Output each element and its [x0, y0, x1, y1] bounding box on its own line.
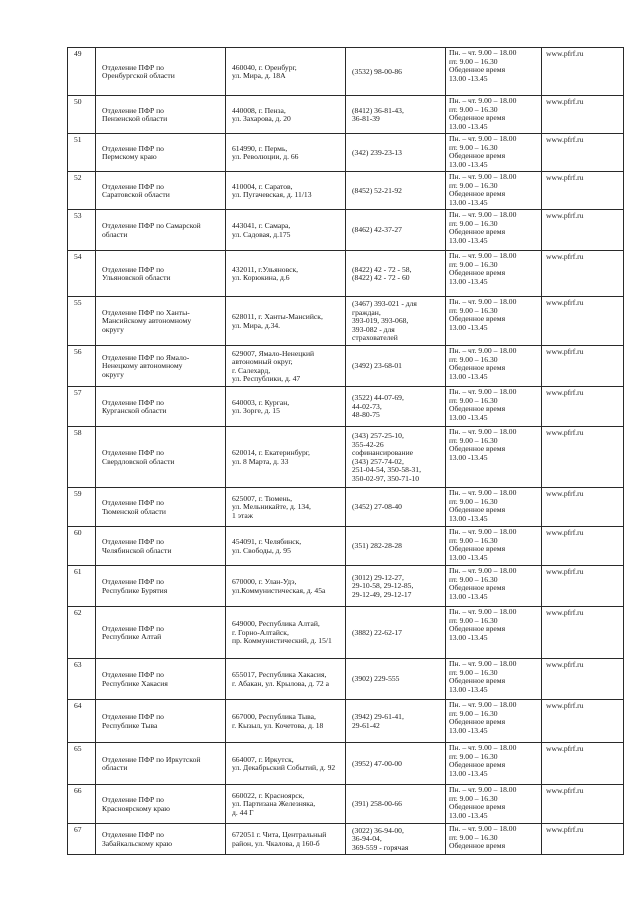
office-address: 640003, г. Курган, ул. Зорге, д. 15 [226, 387, 346, 427]
row-number: 64 [68, 700, 96, 743]
table-row [68, 48, 624, 96]
office-address: 672051 г. Чита, Центральный район, ул. Чкалова, д 160-б [226, 824, 346, 855]
row-number: 66 [68, 785, 96, 824]
office-phone: (3452) 27-08-40 [346, 488, 446, 527]
office-website-link[interactable]: www.pfrf.ru [542, 527, 624, 566]
office-address: 460040, г. Оренбург, ул. Мира, д. 18А [226, 48, 346, 96]
office-hours: Пн. – чт. 9.00 – 18.00 пт. 9.00 – 16.30 Обеденное время 13.00 -13.45 [446, 743, 542, 785]
office-hours: Пн. – чт. 9.00 – 18.00 пт. 9.00 – 16.30 Обеденное время 13.00 -13.45 [446, 527, 542, 566]
table-row [68, 607, 624, 659]
office-address: 440008, г. Пенза, ул. Захарова, д. 20 [226, 96, 346, 134]
office-phone: (3012) 29-12-27, 29-10-58, 29-12-85, 29-12-49, 29-12-17 [346, 566, 446, 607]
office-phone: (3902) 229-555 [346, 659, 446, 700]
office-hours: Пн. – чт. 9.00 – 18.00 пт. 9.00 – 16.30 Обеденное время 13.00 -13.45 [446, 96, 542, 134]
office-website-link[interactable]: www.pfrf.ru [542, 824, 624, 855]
office-phone: (351) 282-28-28 [346, 527, 446, 566]
table-row [68, 700, 624, 743]
office-name: Отделение ПФР по Тюменской области [96, 488, 226, 527]
office-address: 625007, г. Тюмень, ул. Мельникайте, д. 134, 1 этаж [226, 488, 346, 527]
office-website-link[interactable]: www.pfrf.ru [542, 297, 624, 346]
office-name: Отделение ПФР по Ханты- Мансийскому автономному округу [96, 297, 226, 346]
office-website-link[interactable]: www.pfrf.ru [542, 566, 624, 607]
table-row [68, 785, 624, 824]
office-phone: (3952) 47-00-00 [346, 743, 446, 785]
row-number: 55 [68, 297, 96, 346]
office-phone: (3942) 29-61-41, 29-61-42 [346, 700, 446, 743]
office-name: Отделение ПФР по Саратовской области [96, 172, 226, 210]
office-website-link[interactable]: www.pfrf.ru [542, 134, 624, 172]
office-website-link[interactable]: www.pfrf.ru [542, 785, 624, 824]
office-hours: Пн. – чт. 9.00 – 18.00 пт. 9.00 – 16.30 Обеденное время 13.00 -13.45 [446, 134, 542, 172]
office-name: Отделение ПФР по Челябинской области [96, 527, 226, 566]
office-phone: (3522) 44-07-69, 44-02-73, 48-80-75 [346, 387, 446, 427]
office-phone: (3022) 36-94-00, 36-94-04, 369-559 - горячая [346, 824, 446, 855]
office-website-link[interactable]: www.pfrf.ru [542, 659, 624, 700]
office-name: Отделение ПФР по Республике Алтай [96, 607, 226, 659]
table-row [68, 96, 624, 134]
pfr-offices-table [67, 47, 624, 855]
row-number: 56 [68, 346, 96, 387]
table-row [68, 387, 624, 427]
office-name: Отделение ПФР по Ямало- Ненецкому автономному округу [96, 346, 226, 387]
office-hours: Пн. – чт. 9.00 – 18.00 пт. 9.00 – 16.30 Обеденное время 13.00 -13.45 [446, 700, 542, 743]
office-hours: Пн. – чт. 9.00 – 18.00 пт. 9.00 – 16.30 Обеденное время 13.00 -13.45 [446, 659, 542, 700]
row-number: 67 [68, 824, 96, 855]
office-directory-page [67, 47, 623, 855]
office-website-link[interactable]: www.pfrf.ru [542, 96, 624, 134]
office-phone: (8422) 42 - 72 - 58, (8422) 42 - 72 - 60 [346, 251, 446, 297]
office-address: 628011, г. Ханты-Мансийск, ул. Мира, д.34. [226, 297, 346, 346]
office-name: Отделение ПФР по Курганской области [96, 387, 226, 427]
office-hours: Пн. – чт. 9.00 – 18.00 пт. 9.00 – 16.30 Обеденное время 13.00 -13.45 [446, 387, 542, 427]
row-number: 51 [68, 134, 96, 172]
office-website-link[interactable]: www.pfrf.ru [542, 210, 624, 251]
table-row [68, 427, 624, 488]
office-address: 649000, Республика Алтай, г. Горно-Алтайск, пр. Коммунистический, д. 15/1 [226, 607, 346, 659]
office-phone: (343) 257-25-10, 355-42-26 софинансирование (343) 257-74-02, 251-04-54, 350-58-31, 350-02-97, 350-71-10 [346, 427, 446, 488]
office-phone: (8412) 36-81-43, 36-81-39 [346, 96, 446, 134]
office-name: Отделение ПФР по Пензенской области [96, 96, 226, 134]
table-row [68, 134, 624, 172]
office-hours: Пн. – чт. 9.00 – 18.00 пт. 9.00 – 16.30 Обеденное время 13.00 -13.45 [446, 427, 542, 488]
table-row [68, 824, 624, 855]
row-number: 65 [68, 743, 96, 785]
office-phone: (342) 239-23-13 [346, 134, 446, 172]
office-name: Отделение ПФР по Республике Тыва [96, 700, 226, 743]
table-row [68, 527, 624, 566]
office-hours: Пн. – чт. 9.00 – 18.00 пт. 9.00 – 16.30 Обеденное время 13.00 -13.45 [446, 210, 542, 251]
office-address: 443041, г. Самара, ул. Садовая, д.175 [226, 210, 346, 251]
office-address: 664007, г. Иркутск, ул. Декабрьский Событий, д. 92 [226, 743, 346, 785]
office-name: Отделение ПФР по Красноярскому краю [96, 785, 226, 824]
office-phone: (391) 258-00-66 [346, 785, 446, 824]
office-website-link[interactable]: www.pfrf.ru [542, 172, 624, 210]
office-name: Отделение ПФР по Ульяновской области [96, 251, 226, 297]
office-address: 432011, г.Ульяновск, ул. Корюкина, д.6 [226, 251, 346, 297]
office-name: Отделение ПФР по Пермскому краю [96, 134, 226, 172]
office-website-link[interactable]: www.pfrf.ru [542, 251, 624, 297]
office-name: Отделение ПФР по Оренбургской области [96, 48, 226, 96]
row-number: 61 [68, 566, 96, 607]
office-hours: Пн. – чт. 9.00 – 18.00 пт. 9.00 – 16.30 Обеденное время 13.00 -13.45 [446, 488, 542, 527]
office-address: 410004, г. Саратов, ул. Пугачевская, д. 11/13 [226, 172, 346, 210]
table-row [68, 251, 624, 297]
office-address: 655017, Республика Хакасия, г. Абакан, ул. Крылова, д. 72 а [226, 659, 346, 700]
row-number: 62 [68, 607, 96, 659]
office-hours: Пн. – чт. 9.00 – 18.00 пт. 9.00 – 16.30 Обеденное время 13.00 -13.45 [446, 297, 542, 346]
office-phone: (8452) 52-21-92 [346, 172, 446, 210]
office-website-link[interactable]: www.pfrf.ru [542, 700, 624, 743]
table-row [68, 172, 624, 210]
table-row [68, 659, 624, 700]
office-address: 620014, г. Екатеринбург, ул. 8 Марта, д. 33 [226, 427, 346, 488]
office-website-link[interactable]: www.pfrf.ru [542, 48, 624, 96]
office-hours: Пн. – чт. 9.00 – 18.00 пт. 9.00 – 16.30 Обеденное время 13.00 -13.45 [446, 346, 542, 387]
office-hours: Пн. – чт. 9.00 – 18.00 пт. 9.00 – 16.30 Обеденное время 13.00 -13.45 [446, 251, 542, 297]
office-hours: Пн. – чт. 9.00 – 18.00 пт. 9.00 – 16.30 Обеденное время 13.00 -13.45 [446, 48, 542, 96]
row-number: 59 [68, 488, 96, 527]
table-row [68, 566, 624, 607]
table-row [68, 346, 624, 387]
row-number: 60 [68, 527, 96, 566]
office-name: Отделение ПФР по Свердловской области [96, 427, 226, 488]
office-address: 629007, Ямало-Ненецкий автономный округ, г. Салехард, ул. Республики, д. 47 [226, 346, 346, 387]
office-website-link[interactable]: www.pfrf.ru [542, 346, 624, 387]
office-phone: (3492) 23-68-01 [346, 346, 446, 387]
office-name: Отделение ПФР по Самарской области [96, 210, 226, 251]
office-address: 454091, г. Челябинск, ул. Свободы, д. 95 [226, 527, 346, 566]
office-address: 667000, Республика Тыва, г. Кызыл, ул. Кочетова, д. 18 [226, 700, 346, 743]
office-phone: (3467) 393-021 - для граждан, 393-019, 393-068, 393-082 - для страхователей [346, 297, 446, 346]
office-hours: Пн. – чт. 9.00 – 18.00 пт. 9.00 – 16.30 Обеденное время 13.00 -13.45 [446, 172, 542, 210]
office-website-link[interactable]: www.pfrf.ru [542, 743, 624, 785]
row-number: 50 [68, 96, 96, 134]
row-number: 52 [68, 172, 96, 210]
office-website-link[interactable]: www.pfrf.ru [542, 427, 624, 488]
office-name: Отделение ПФР по Иркутской области [96, 743, 226, 785]
office-hours: Пн. – чт. 9.00 – 18.00 пт. 9.00 – 16.30 Обеденное время [446, 824, 542, 855]
office-name: Отделение ПФР по Республике Бурятия [96, 566, 226, 607]
office-name: Отделение ПФР по Забайкальскому краю [96, 824, 226, 855]
office-hours: Пн. – чт. 9.00 – 18.00 пт. 9.00 – 16.30 Обеденное время 13.00 -13.45 [446, 785, 542, 824]
office-website-link[interactable]: www.pfrf.ru [542, 488, 624, 527]
office-phone: (3882) 22-62-17 [346, 607, 446, 659]
row-number: 63 [68, 659, 96, 700]
table-row [68, 297, 624, 346]
office-name: Отделение ПФР по Республике Хакасия [96, 659, 226, 700]
office-website-link[interactable]: www.pfrf.ru [542, 387, 624, 427]
office-phone: (8462) 42-37-27 [346, 210, 446, 251]
row-number: 54 [68, 251, 96, 297]
office-phone: (3532) 98-00-86 [346, 48, 446, 96]
table-row [68, 488, 624, 527]
office-hours: Пн. – чт. 9.00 – 18.00 пт. 9.00 – 16.30 Обеденное время 13.00 -13.45 [446, 607, 542, 659]
office-address: 614990, г. Пермь, ул. Революции, д. 66 [226, 134, 346, 172]
office-website-link[interactable]: www.pfrf.ru [542, 607, 624, 659]
table-row [68, 210, 624, 251]
row-number: 53 [68, 210, 96, 251]
office-address: 660022, г. Красноярск, ул. Партизана Железняка, д. 44 Г [226, 785, 346, 824]
office-address: 670000, г. Улан-Удэ, ул.Коммунистическая, д. 45а [226, 566, 346, 607]
row-number: 49 [68, 48, 96, 96]
table-row [68, 743, 624, 785]
row-number: 58 [68, 427, 96, 488]
row-number: 57 [68, 387, 96, 427]
office-hours: Пн. – чт. 9.00 – 18.00 пт. 9.00 – 16.30 Обеденное время 13.00 -13.45 [446, 566, 542, 607]
